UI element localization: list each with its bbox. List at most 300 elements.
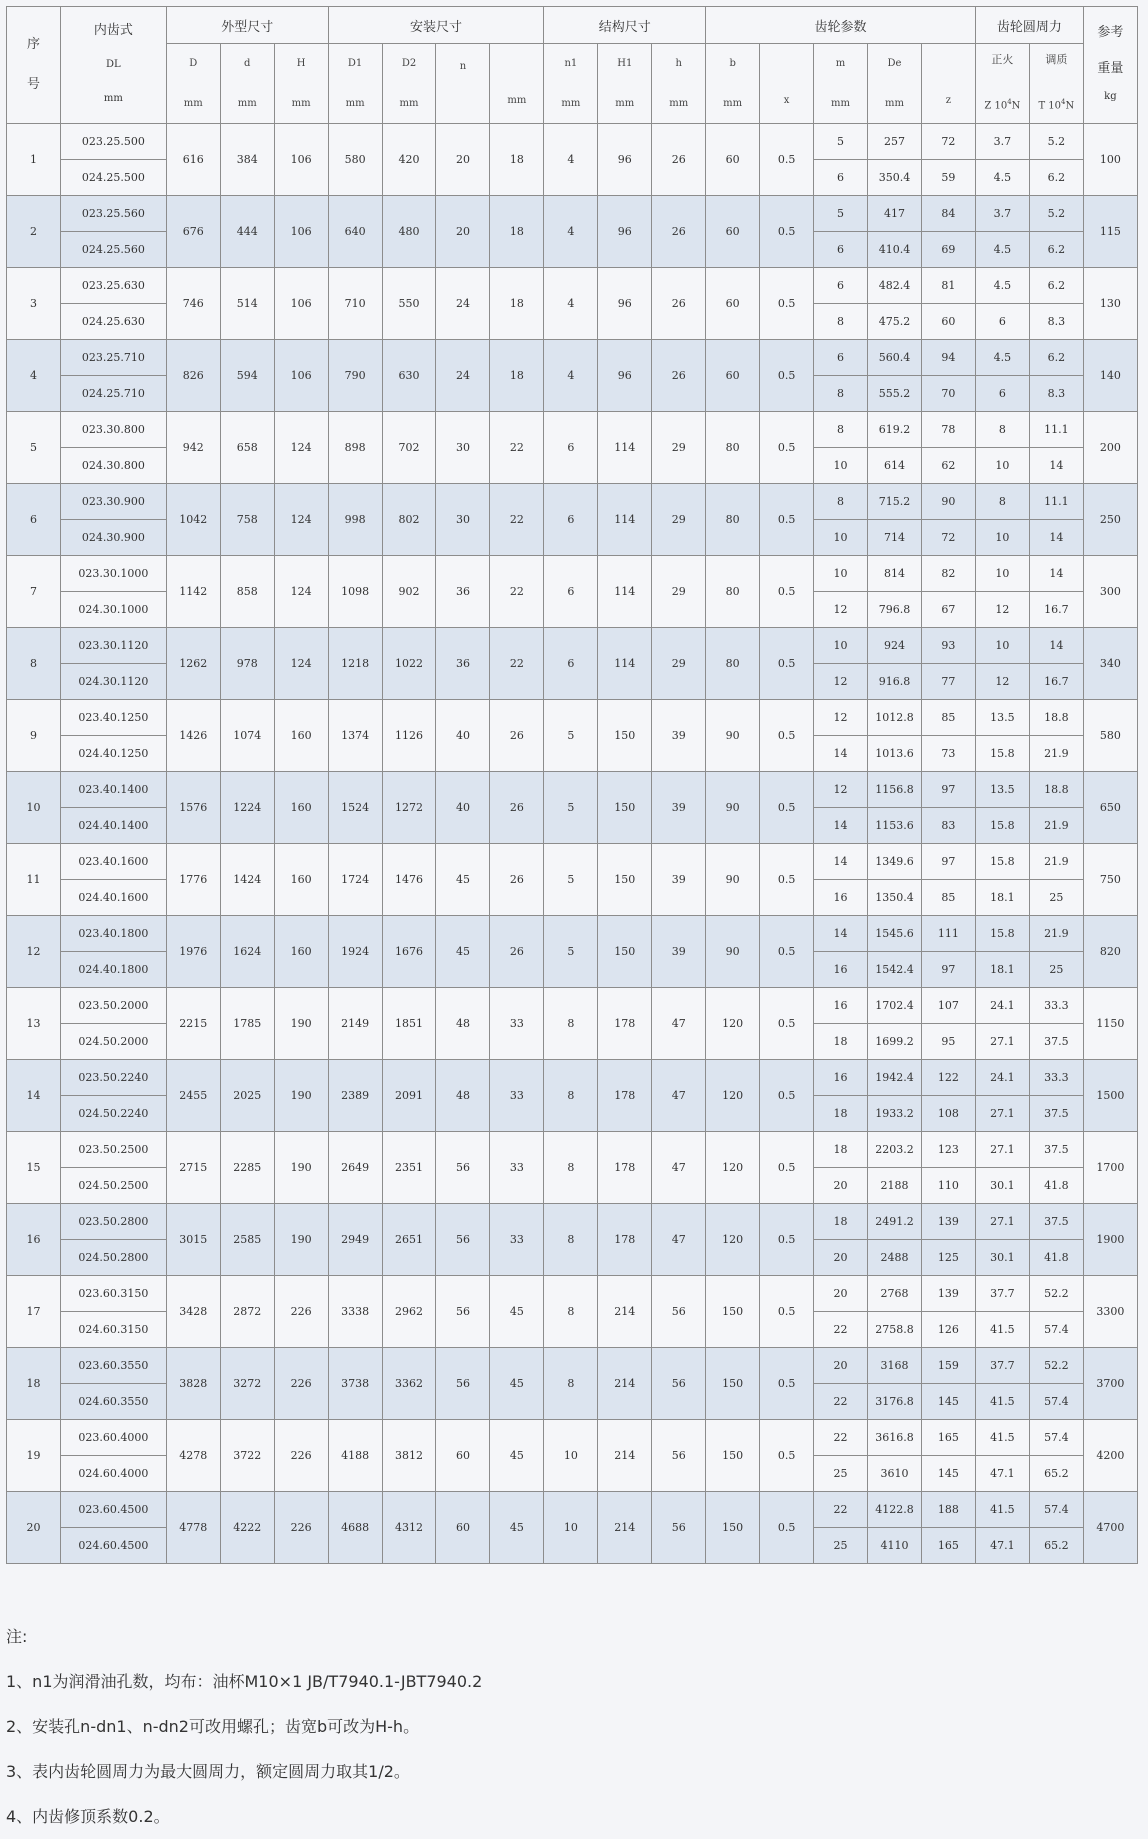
cell-gear-z: 10: [975, 448, 1029, 484]
cell-gear-m: 16: [814, 880, 868, 916]
cell-gear-m: 22: [814, 1420, 868, 1456]
header-seq-line1: 序: [26, 37, 40, 52]
cell-h1: 214: [598, 1276, 652, 1348]
cell-n: 56: [436, 1204, 490, 1276]
cell-mm: 45: [490, 1348, 544, 1420]
header-col-name: H1: [617, 57, 633, 69]
cell-seq: 3: [7, 268, 61, 340]
header-col-name: De: [887, 57, 902, 69]
cell-model: 024.60.3550: [60, 1384, 166, 1420]
cell-weight: 1900: [1083, 1204, 1137, 1276]
cell-h: 106: [274, 340, 328, 412]
cell-d: 658: [220, 412, 274, 484]
cell-d1: 2949: [328, 1204, 382, 1276]
cell-seq: 4: [7, 340, 61, 412]
cell-gear-z: 24.1: [975, 988, 1029, 1024]
cell-gear-t: 16.7: [1029, 664, 1083, 700]
cell-gear-de: 2203.2: [868, 1132, 922, 1168]
cell-gear-z: 165: [921, 1528, 975, 1564]
header-col-name: m: [835, 57, 846, 69]
cell-h1: 150: [598, 772, 652, 844]
cell-model: 023.60.3150: [60, 1276, 166, 1312]
cell-h1: 150: [598, 916, 652, 988]
cell-d: 1976: [166, 916, 220, 988]
cell-weight: 200: [1083, 412, 1137, 484]
cell-d: 2455: [166, 1060, 220, 1132]
cell-h1: 114: [598, 556, 652, 628]
cell-n: 60: [436, 1492, 490, 1564]
cell-gear-de: 3616.8: [868, 1420, 922, 1456]
header-col: [760, 44, 814, 124]
cell-gear-z: 15.8: [975, 916, 1029, 952]
cell-model: 024.25.630: [60, 304, 166, 340]
cell-n: 24: [436, 340, 490, 412]
cell-gear-m: 6: [814, 160, 868, 196]
cell-x: 0.5: [760, 628, 814, 700]
cell-h: 56: [652, 1492, 706, 1564]
cell-x: 0.5: [760, 340, 814, 412]
table-row: [7, 484, 1138, 520]
cell-d: 1042: [166, 484, 220, 556]
cell-n: 20: [436, 196, 490, 268]
cell-gear-z: 4.5: [975, 268, 1029, 304]
cell-d1: 790: [328, 340, 382, 412]
header-col-unit: x: [783, 94, 790, 106]
header-inner-gear-unit: mm: [103, 93, 123, 104]
cell-x: 0.5: [760, 988, 814, 1060]
cell-h: 56: [652, 1420, 706, 1492]
cell-gear-z: 78: [921, 412, 975, 448]
table-row: [7, 1132, 1138, 1168]
cell-model: 023.30.1000: [60, 556, 166, 592]
cell-x: 0.5: [760, 1204, 814, 1276]
cell-h: 190: [274, 988, 328, 1060]
cell-d: 2285: [220, 1132, 274, 1204]
header-col-unit: mm: [884, 97, 904, 109]
cell-gear-de: 614: [868, 448, 922, 484]
cell-gear-t: 14: [1029, 628, 1083, 664]
cell-gear-z: 27.1: [975, 1132, 1029, 1168]
cell-gear-t: 37.5: [1029, 1204, 1083, 1240]
header-col-unit: mm: [723, 97, 743, 109]
cell-gear-t: 21.9: [1029, 736, 1083, 772]
cell-d: 4278: [166, 1420, 220, 1492]
cell-mm: 33: [490, 1132, 544, 1204]
cell-n1: 4: [544, 340, 598, 412]
header-force-z-exp: 4: [1007, 98, 1012, 107]
cell-gear-z: 70: [921, 376, 975, 412]
cell-n1: 6: [544, 412, 598, 484]
cell-model: 024.50.2000: [60, 1024, 166, 1060]
cell-x: 0.5: [760, 412, 814, 484]
cell-gear-z: 188: [921, 1492, 975, 1528]
cell-gear-m: 10: [814, 628, 868, 664]
cell-h: 160: [274, 916, 328, 988]
cell-model: 024.60.3150: [60, 1312, 166, 1348]
cell-gear-de: 350.4: [868, 160, 922, 196]
cell-gear-de: 1542.4: [868, 952, 922, 988]
cell-gear-t: 41.8: [1029, 1240, 1083, 1276]
table-row: [7, 916, 1138, 952]
cell-gear-z: 107: [921, 988, 975, 1024]
cell-gear-t: 6.2: [1029, 232, 1083, 268]
cell-d: 3428: [166, 1276, 220, 1348]
cell-n: 24: [436, 268, 490, 340]
header-seq: [7, 7, 61, 124]
header-col-name: n1: [564, 57, 578, 69]
cell-gear-z: 97: [921, 844, 975, 880]
cell-weight: 750: [1083, 844, 1137, 916]
cell-d2: 550: [382, 268, 436, 340]
cell-gear-m: 8: [814, 376, 868, 412]
cell-mm: 33: [490, 1060, 544, 1132]
header-inner-gear-title: 内齿式: [93, 23, 133, 38]
cell-gear-t: 37.5: [1029, 1024, 1083, 1060]
cell-b: 150: [706, 1420, 760, 1492]
cell-h: 29: [652, 556, 706, 628]
cell-gear-de: 2188: [868, 1168, 922, 1204]
cell-b: 120: [706, 988, 760, 1060]
cell-gear-z: 8: [975, 484, 1029, 520]
cell-h: 124: [274, 412, 328, 484]
cell-d: 444: [220, 196, 274, 268]
cell-h: 160: [274, 700, 328, 772]
cell-model: 024.50.2800: [60, 1240, 166, 1276]
cell-gear-z: 83: [921, 808, 975, 844]
cell-h: 39: [652, 844, 706, 916]
cell-n1: 5: [544, 916, 598, 988]
cell-gear-m: 14: [814, 844, 868, 880]
cell-gear-de: 796.8: [868, 592, 922, 628]
cell-d: 942: [166, 412, 220, 484]
cell-d: 2872: [220, 1276, 274, 1348]
cell-n1: 8: [544, 1348, 598, 1420]
cell-gear-t: 21.9: [1029, 916, 1083, 952]
cell-gear-z: 27.1: [975, 1096, 1029, 1132]
cell-gear-z: 145: [921, 1384, 975, 1420]
header-force-z-label: 正火: [991, 53, 1014, 67]
cell-n: 40: [436, 700, 490, 772]
cell-gear-t: 16.7: [1029, 592, 1083, 628]
cell-d2: 1676: [382, 916, 436, 988]
cell-seq: 6: [7, 484, 61, 556]
cell-gear-de: 555.2: [868, 376, 922, 412]
cell-gear-z: 41.5: [975, 1312, 1029, 1348]
cell-d2: 1272: [382, 772, 436, 844]
cell-b: 150: [706, 1276, 760, 1348]
header-col-unit: mm: [669, 97, 689, 109]
cell-d: 1074: [220, 700, 274, 772]
cell-n1: 6: [544, 484, 598, 556]
cell-d: 594: [220, 340, 274, 412]
cell-b: 120: [706, 1204, 760, 1276]
cell-model: 023.25.500: [60, 124, 166, 160]
cell-gear-m: 18: [814, 1024, 868, 1060]
cell-gear-z: 145: [921, 1456, 975, 1492]
cell-gear-z: 139: [921, 1204, 975, 1240]
cell-model: 024.40.1800: [60, 952, 166, 988]
cell-seq: 14: [7, 1060, 61, 1132]
cell-gear-z: 94: [921, 340, 975, 376]
cell-gear-de: 2758.8: [868, 1312, 922, 1348]
cell-gear-m: 6: [814, 340, 868, 376]
cell-d: 826: [166, 340, 220, 412]
table-row: [7, 196, 1138, 232]
cell-mm: 22: [490, 628, 544, 700]
cell-gear-de: 1933.2: [868, 1096, 922, 1132]
cell-d: 3015: [166, 1204, 220, 1276]
cell-d: 1224: [220, 772, 274, 844]
cell-gear-z: 72: [921, 520, 975, 556]
cell-d2: 702: [382, 412, 436, 484]
cell-d: 616: [166, 124, 220, 196]
table-row: [7, 700, 1138, 736]
cell-n1: 6: [544, 556, 598, 628]
cell-h1: 96: [598, 196, 652, 268]
cell-gear-m: 22: [814, 1312, 868, 1348]
cell-gear-z: 15.8: [975, 808, 1029, 844]
cell-b: 120: [706, 1132, 760, 1204]
cell-weight: 140: [1083, 340, 1137, 412]
cell-h: 56: [652, 1276, 706, 1348]
cell-gear-m: 16: [814, 1060, 868, 1096]
cell-gear-m: 10: [814, 556, 868, 592]
cell-seq: 13: [7, 988, 61, 1060]
cell-d1: 640: [328, 196, 382, 268]
cell-model: 023.50.2500: [60, 1132, 166, 1168]
cell-gear-de: 560.4: [868, 340, 922, 376]
cell-gear-t: 57.4: [1029, 1420, 1083, 1456]
cell-b: 90: [706, 916, 760, 988]
cell-d1: 2649: [328, 1132, 382, 1204]
cell-gear-z: 13.5: [975, 772, 1029, 808]
cell-gear-t: 37.5: [1029, 1132, 1083, 1168]
cell-gear-de: 475.2: [868, 304, 922, 340]
cell-gear-z: 18.1: [975, 952, 1029, 988]
cell-d2: 3362: [382, 1348, 436, 1420]
cell-x: 0.5: [760, 268, 814, 340]
cell-mm: 33: [490, 988, 544, 1060]
cell-gear-z: 10: [975, 520, 1029, 556]
cell-gear-t: 65.2: [1029, 1528, 1083, 1564]
cell-gear-de: 2488: [868, 1240, 922, 1276]
header-col-name: H: [296, 57, 306, 69]
cell-n: 30: [436, 484, 490, 556]
cell-gear-m: 22: [814, 1384, 868, 1420]
cell-gear-m: 14: [814, 736, 868, 772]
cell-gear-m: 12: [814, 664, 868, 700]
cell-seq: 19: [7, 1420, 61, 1492]
cell-h: 106: [274, 268, 328, 340]
header-col-unit: mm: [291, 97, 311, 109]
cell-seq: 2: [7, 196, 61, 268]
table-row: [7, 1276, 1138, 1312]
cell-h: 26: [652, 268, 706, 340]
spec-table: [6, 6, 1138, 1564]
cell-gear-de: 1545.6: [868, 916, 922, 952]
cell-gear-z: 67: [921, 592, 975, 628]
cell-mm: 26: [490, 916, 544, 988]
cell-d2: 420: [382, 124, 436, 196]
cell-gear-de: 916.8: [868, 664, 922, 700]
cell-gear-de: 410.4: [868, 232, 922, 268]
cell-h: 226: [274, 1276, 328, 1348]
cell-h1: 178: [598, 1204, 652, 1276]
cell-h1: 178: [598, 1060, 652, 1132]
cell-gear-de: 1702.4: [868, 988, 922, 1024]
cell-gear-z: 30.1: [975, 1168, 1029, 1204]
cell-gear-de: 1942.4: [868, 1060, 922, 1096]
header-col: [652, 44, 706, 124]
cell-h1: 214: [598, 1420, 652, 1492]
cell-gear-m: 16: [814, 988, 868, 1024]
cell-gear-de: 1350.4: [868, 880, 922, 916]
table-row: [7, 556, 1138, 592]
cell-mm: 18: [490, 124, 544, 196]
cell-gear-t: 14: [1029, 556, 1083, 592]
cell-d: 2585: [220, 1204, 274, 1276]
header-inner-gear: [60, 7, 166, 124]
cell-h1: 150: [598, 700, 652, 772]
cell-n1: 4: [544, 196, 598, 268]
cell-gear-z: 84: [921, 196, 975, 232]
cell-n: 45: [436, 844, 490, 916]
cell-gear-de: 3610: [868, 1456, 922, 1492]
cell-model: 024.25.710: [60, 376, 166, 412]
header-col-name: d: [244, 57, 251, 69]
cell-seq: 15: [7, 1132, 61, 1204]
header-force-z-unit-suffix: N: [1011, 100, 1021, 112]
cell-gear-m: 20: [814, 1276, 868, 1312]
cell-d: 2025: [220, 1060, 274, 1132]
header-col-name: D2: [401, 57, 417, 69]
header-force-t-unit-prefix: T 10: [1038, 100, 1062, 112]
cell-gear-z: 72: [921, 124, 975, 160]
cell-n1: 8: [544, 1060, 598, 1132]
cell-gear-t: 6.2: [1029, 268, 1083, 304]
cell-gear-t: 57.4: [1029, 1312, 1083, 1348]
cell-h1: 96: [598, 340, 652, 412]
cell-gear-z: 81: [921, 268, 975, 304]
cell-weight: 1700: [1083, 1132, 1137, 1204]
cell-gear-de: 482.4: [868, 268, 922, 304]
cell-gear-de: 1013.6: [868, 736, 922, 772]
cell-x: 0.5: [760, 772, 814, 844]
cell-h: 226: [274, 1492, 328, 1564]
cell-gear-z: 122: [921, 1060, 975, 1096]
header-col: [436, 44, 490, 124]
cell-gear-z: 125: [921, 1240, 975, 1276]
cell-seq: 17: [7, 1276, 61, 1348]
cell-d2: 2351: [382, 1132, 436, 1204]
cell-gear-t: 37.5: [1029, 1096, 1083, 1132]
cell-gear-m: 5: [814, 124, 868, 160]
cell-gear-z: 37.7: [975, 1276, 1029, 1312]
cell-n1: 10: [544, 1420, 598, 1492]
cell-model: 023.40.1600: [60, 844, 166, 880]
cell-model: 024.40.1400: [60, 808, 166, 844]
cell-d: 1262: [166, 628, 220, 700]
cell-gear-m: 20: [814, 1240, 868, 1276]
header-row-groups: [7, 7, 1138, 44]
cell-gear-z: 95: [921, 1024, 975, 1060]
cell-seq: 10: [7, 772, 61, 844]
cell-gear-de: 1012.8: [868, 700, 922, 736]
table-row: [7, 340, 1138, 376]
cell-d: 3722: [220, 1420, 274, 1492]
cell-d: 1785: [220, 988, 274, 1060]
cell-seq: 1: [7, 124, 61, 196]
cell-b: 80: [706, 556, 760, 628]
cell-d: 1624: [220, 916, 274, 988]
cell-weight: 100: [1083, 124, 1137, 196]
table-row: [7, 124, 1138, 160]
cell-d2: 480: [382, 196, 436, 268]
cell-x: 0.5: [760, 556, 814, 628]
cell-n1: 5: [544, 844, 598, 916]
cell-gear-z: 126: [921, 1312, 975, 1348]
cell-h1: 114: [598, 484, 652, 556]
cell-gear-z: 85: [921, 880, 975, 916]
cell-weight: 115: [1083, 196, 1137, 268]
cell-h: 26: [652, 340, 706, 412]
cell-d1: 3338: [328, 1276, 382, 1348]
table-row: [7, 628, 1138, 664]
cell-weight: 820: [1083, 916, 1137, 988]
cell-gear-z: 12: [975, 664, 1029, 700]
cell-h1: 114: [598, 412, 652, 484]
cell-d2: 902: [382, 556, 436, 628]
cell-h1: 96: [598, 268, 652, 340]
cell-n: 45: [436, 916, 490, 988]
cell-seq: 7: [7, 556, 61, 628]
header-col-unit: mm: [399, 97, 419, 109]
cell-gear-t: 25: [1029, 952, 1083, 988]
table-row: [7, 1492, 1138, 1528]
cell-d: 1576: [166, 772, 220, 844]
header-force-z-unit: [984, 92, 1020, 116]
cell-h: 226: [274, 1348, 328, 1420]
header-force-t-exp: 4: [1061, 98, 1066, 107]
cell-gear-de: 1156.8: [868, 772, 922, 808]
cell-d: 2215: [166, 988, 220, 1060]
header-col: [490, 44, 544, 124]
cell-gear-de: 4122.8: [868, 1492, 922, 1528]
cell-b: 60: [706, 196, 760, 268]
cell-gear-m: 6: [814, 232, 868, 268]
cell-h1: 214: [598, 1492, 652, 1564]
cell-gear-m: 8: [814, 484, 868, 520]
cell-n: 48: [436, 1060, 490, 1132]
cell-d: 978: [220, 628, 274, 700]
header-col-unit: mm: [183, 97, 203, 109]
cell-gear-m: 12: [814, 772, 868, 808]
header-force-t-label: 调质: [1045, 53, 1068, 67]
cell-seq: 16: [7, 1204, 61, 1276]
header-col: [598, 44, 652, 124]
cell-weight: 3300: [1083, 1276, 1137, 1348]
cell-d2: 1022: [382, 628, 436, 700]
cell-d2: 630: [382, 340, 436, 412]
cell-x: 0.5: [760, 124, 814, 196]
cell-gear-t: 57.4: [1029, 1492, 1083, 1528]
cell-model: 024.25.500: [60, 160, 166, 196]
cell-h: 124: [274, 556, 328, 628]
cell-x: 0.5: [760, 1420, 814, 1492]
cell-gear-z: 8: [975, 412, 1029, 448]
cell-n: 36: [436, 556, 490, 628]
cell-mm: 18: [490, 196, 544, 268]
